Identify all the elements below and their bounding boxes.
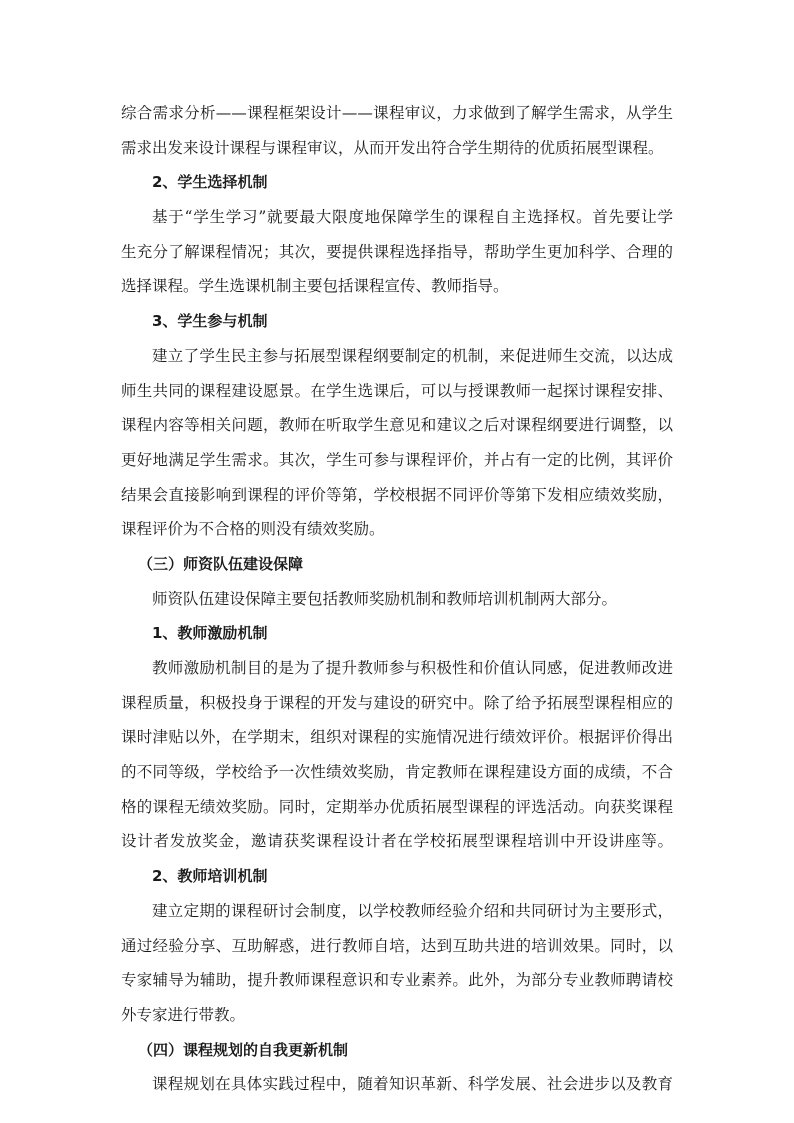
- paragraph-line: 师生共同的课程建设愿景。在学生选课后，可以与授课教师一起探讨课程安排、: [121, 381, 673, 400]
- paragraph-line: 生充分了解课程情况；其次，要提供课程选择指导，帮助学生更加科学、合理的: [121, 242, 673, 261]
- paragraph-line: 课程评价为不合格的则没有绩效奖励。: [121, 520, 385, 539]
- subsection-heading: 3、学生参与机制: [152, 312, 268, 331]
- paragraph-line: 课程质量，积极投身于课程的开发与建设的研究中。除了给予拓展型课程相应的: [121, 693, 673, 712]
- paragraph-line: 建立了学生民主参与拓展型课程纲要制定的机制，来促进师生交流，以达成: [152, 346, 673, 365]
- paragraph-line: 需求出发来设计课程与课程审议，从而开发出符合学生期待的优质拓展型课程。: [121, 138, 664, 157]
- paragraph-line: 格的课程无绩效奖励。同时，定期举办优质拓展型课程的评选活动。向获奖课程: [121, 797, 673, 816]
- paragraph-line: 外专家进行带教。: [121, 1005, 246, 1024]
- paragraph-line: 教师激励机制目的是为了提升教师参与积极性和价值认同感，促进教师改进: [152, 659, 673, 677]
- paragraph-line: 综合需求分析——课程框架设计——课程审议，力求做到了解学生需求，从学生: [121, 104, 673, 122]
- paragraph-line: 师资队伍建设保障主要包括教师奖励机制和教师培训机制两大部分。: [152, 589, 618, 608]
- section-heading: （四）课程规划的自我更新机制: [138, 1040, 349, 1059]
- paragraph-line: 选择课程。学生选课机制主要包括课程宣传、教师指导。: [121, 277, 509, 296]
- paragraph-line: 建立定期的课程研讨会制度，以学校教师经验介绍和共同研讨为主要形式，: [152, 901, 673, 920]
- paragraph-line: 课程规划在具体实践过程中，随着知识革新、科学发展、社会进步以及教育: [152, 1075, 673, 1094]
- paragraph-line: 课程内容等相关问题，教师在听取学生意见和建议之后对课程纲要进行调整，以: [121, 416, 673, 435]
- document-page: [121, 96, 673, 1102]
- subsection-heading: 2、教师培训机制: [152, 867, 268, 886]
- paragraph-line: 通过经验分享、互助解惑，进行教师自培，达到互助共进的培训效果。同时，以: [121, 936, 673, 955]
- paragraph-line: 结果会直接影响到课程的评价等第，学校根据不同评价等第下发相应绩效奖励，: [121, 485, 673, 504]
- section-heading: （三）师资队伍建设保障: [138, 554, 304, 573]
- paragraph-line: 的不同等级，学校给予一次性绩效奖励，肯定教师在课程建设方面的成绩，不合: [121, 763, 673, 782]
- paragraph-line: 专家辅导为辅助，提升教师课程意识和专业素养。此外，为部分专业教师聘请校: [121, 971, 673, 990]
- subsection-heading: 2、学生选择机制: [152, 173, 268, 192]
- paragraph-line: 课时津贴以外，在学期末，组织对课程的实施情况进行绩效评价。根据评价得出: [121, 728, 673, 747]
- subsection-heading: 1、教师激励机制: [152, 624, 268, 643]
- paragraph-line: 更好地满足学生需求。其次，学生可参与课程评价，并占有一定的比例，其评价: [121, 450, 673, 469]
- paragraph-line: 基于“学生学习”就要最大限度地保障学生的课程自主选择权。首先要让学: [152, 208, 673, 227]
- paragraph-line: 设计者发放奖金，邀请获奖课程设计者在学校拓展型课程培训中开设讲座等。: [121, 832, 673, 851]
